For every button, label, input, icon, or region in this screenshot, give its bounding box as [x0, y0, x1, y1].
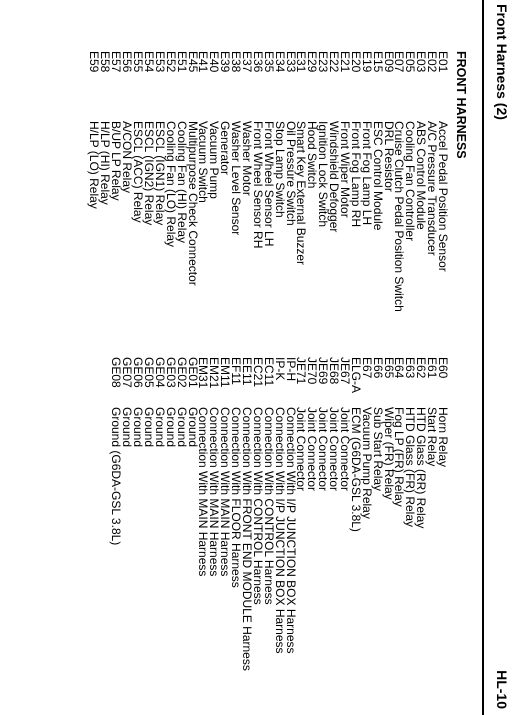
connector-code: E66 [370, 357, 385, 379]
connector-name: Washer Motor [239, 121, 254, 196]
connector-name: Front Wiper Motor [337, 121, 352, 218]
connector-name: Joint Connector [337, 407, 352, 492]
connector-code: GE07 [120, 357, 135, 388]
connector-row [154, 357, 165, 671]
connector-code: IP-H [283, 357, 298, 381]
connector-name: A/C Pressure Transducer [425, 121, 440, 256]
connector-name: Front Fog Lamp RH [348, 121, 363, 228]
connector-code: E23 [316, 51, 331, 73]
connector-code: E38 [229, 51, 244, 73]
connector-row [198, 357, 209, 671]
connector-name: ECM (G6DA-GSL 3.8L) [348, 407, 363, 532]
connector-code: E01 [436, 51, 450, 73]
connector-code: E51 [174, 51, 189, 73]
connector-name: Ground [174, 407, 189, 448]
connector-name: ESCL (IGN1) Relay [152, 121, 167, 226]
connector-code: E67 [359, 357, 374, 379]
connector-code: EC21 [250, 357, 265, 388]
connector-name: Ignition Lock Switch [316, 121, 331, 228]
connector-name: Front Wheel Sensor RH [250, 121, 265, 249]
connector-name: ESCL (IGN2) Relay [141, 121, 156, 226]
connector-code: E53 [152, 51, 167, 73]
connector-code: E56 [120, 51, 135, 73]
connector-name: Front Wheel Sensor LH [261, 121, 276, 247]
connector-code: E20 [348, 51, 363, 73]
connector-row [350, 357, 361, 671]
connector-code: EM21 [207, 357, 222, 389]
connector-name: Joint Connector [305, 407, 320, 492]
connector-name: ESCL (ACC) Relay [131, 121, 146, 223]
connector-code: E40 [207, 51, 222, 73]
connector-name: Connection With FLOOR Harness [229, 407, 244, 588]
connector-row [165, 357, 176, 671]
connector-code: E41 [196, 51, 211, 73]
connector-name: Smart Key External Buzzer [294, 121, 309, 266]
connector-code: E36 [250, 51, 265, 73]
connector-row [316, 357, 331, 671]
connector-row [131, 357, 146, 671]
connector-name: Ground [185, 407, 200, 448]
connector-name: ABS Control Module [414, 121, 429, 230]
connector-code: E65 [381, 357, 396, 379]
connector-name: Vacuum Switch [196, 121, 211, 203]
section-title: FRONT HARNESS [454, 51, 468, 159]
connector-name: H/LP (LO) Relay [87, 121, 102, 209]
connector-code: E15 [370, 51, 385, 73]
connector-name: Joint Connector [316, 407, 331, 492]
connector-name: Cruise Clutch Pedal Position Switch [392, 121, 407, 312]
connector-name: Ground [163, 407, 178, 448]
connector-name: Start Relay [425, 407, 440, 467]
connector-name: Wiper (FR) Relay [381, 407, 396, 500]
connector-code: E60 [436, 357, 450, 379]
connector-code: E31 [294, 51, 309, 73]
connector-name: Vacuum Pump [207, 121, 222, 199]
connector-name: Ground [131, 407, 146, 448]
connector-row [143, 357, 154, 671]
connector-list-left [89, 51, 448, 312]
connector-code: EM31 [196, 357, 211, 389]
connector-name: DRL Resistor [381, 121, 396, 192]
connector-code: E37 [239, 51, 254, 73]
connector-code: E45 [185, 51, 200, 73]
connector-code: ELG-A [348, 357, 363, 394]
connector-list-right [110, 357, 448, 671]
connector-name: Connection With MAIN Harness [196, 407, 211, 577]
connector-code: GE02 [174, 357, 189, 388]
connector-code: EC11 [261, 357, 276, 387]
connector-code: JE71 [294, 357, 309, 385]
connector-code: EE11 [239, 357, 254, 386]
connector-code: E35 [261, 51, 276, 73]
connector-name: Front Fog Lamp LH [359, 121, 374, 226]
connector-code: GE08 [109, 357, 124, 388]
connector-code: E62 [414, 357, 429, 379]
connector-name: Connection With FRONT END MODULE Harness [239, 407, 254, 671]
connector-code: E21 [337, 51, 352, 73]
connector-code: E54 [141, 51, 156, 73]
connector-code: EF11 [229, 357, 244, 385]
connector-name: Ground (G6DA-GSL 3.8L) [109, 407, 124, 546]
connector-row [176, 357, 187, 671]
page-code: HL-10 [494, 670, 510, 709]
connector-row [383, 357, 394, 671]
connector-code: EM11 [218, 357, 233, 388]
connector-name: Connection With CONTROL Harness [261, 407, 276, 605]
connector-code: E33 [283, 51, 298, 73]
connector-name: B/UP LP Relay [109, 121, 124, 201]
connector-name: Hood Switch [305, 121, 320, 189]
connector-row [305, 357, 320, 671]
connector-code: E55 [131, 51, 146, 73]
connector-code: E05 [403, 51, 418, 73]
connector-code: E34 [272, 51, 287, 73]
connector-name: Stop Lamp Switch [272, 121, 287, 218]
connector-name: Joint Connector [327, 407, 342, 492]
connector-code: E61 [425, 357, 440, 379]
connector-name: A/CON Relay [120, 121, 135, 194]
connector-name: Ground [120, 407, 135, 448]
connector-row [89, 51, 100, 312]
connector-code: E63 [403, 357, 418, 379]
page-title: Front Harness (2) [494, 4, 510, 120]
connector-code: GE06 [131, 357, 146, 388]
connector-name: Joint Connector [294, 407, 309, 492]
connector-code: JE67 [337, 357, 352, 385]
connector-code: E02 [425, 51, 440, 73]
connector-name: Generator [218, 121, 233, 176]
connector-code: E59 [87, 51, 102, 73]
connector-name: Ground [141, 407, 156, 448]
connector-code: E52 [163, 51, 178, 73]
connector-row [437, 357, 448, 671]
connector-name: Horn Relay [436, 407, 450, 468]
connector-name: Cooling Fan Controller [403, 121, 418, 242]
connector-code: JE70 [305, 357, 320, 385]
connector-name: Vacuum Pump Relay [359, 407, 374, 519]
connector-name: Sub Start Relay [370, 407, 385, 492]
connector-name: HTD Glass (FR) Relay [403, 407, 418, 528]
connector-name: ESC Control Module [370, 121, 385, 231]
connector-name: Connection With I/P JUNCTION BOX Harness [272, 407, 287, 654]
connector-code: E03 [414, 51, 429, 73]
connector-code: E09 [381, 51, 396, 73]
connector-row [229, 51, 244, 312]
connector-name: Washer Level Sensor [229, 121, 244, 236]
connector-name: Accel Pedal Position Sensor [436, 121, 450, 272]
connector-code: GE01 [185, 357, 200, 388]
connector-row [403, 357, 418, 671]
connector-code: E39 [218, 51, 233, 73]
connector-name: HTD Glass (RR) Relay [414, 407, 429, 529]
connector-name: Cooling Fan (HI) Relay [174, 121, 189, 244]
connector-name: Fog LP (FR) Relay [392, 407, 407, 507]
connector-code: E58 [98, 51, 113, 73]
connector-code: GE04 [152, 357, 167, 388]
connector-code: JE68 [327, 357, 342, 385]
header-rule [482, 0, 484, 715]
connector-row [109, 357, 124, 671]
connector-name: Connection With I/P JUNCTION BOX Harness [283, 407, 298, 654]
connector-name: Windshield Defogger [327, 121, 342, 233]
connector-name: Connection With MAIN Harness [207, 407, 222, 577]
connector-row [327, 357, 342, 671]
connector-code: E29 [305, 51, 320, 73]
connector-code: GE05 [141, 357, 156, 388]
connector-code: IP-K [272, 357, 287, 381]
connector-name: Oil Pressure Switch [283, 121, 298, 226]
connector-code: E07 [392, 51, 407, 73]
connector-code: E64 [392, 357, 407, 379]
connector-name: Ground [152, 407, 167, 448]
connector-code: E19 [359, 51, 374, 73]
connector-name: Multipurpose Check Connector [185, 121, 200, 286]
connector-code: E57 [109, 51, 124, 73]
connector-code: GE03 [163, 357, 178, 388]
connector-code: JE69 [316, 357, 331, 385]
connector-name: Cooling Fan (LO) Relay [163, 121, 178, 248]
connector-name: H/LP (HI) Relay [98, 121, 113, 205]
connector-code: E22 [327, 51, 342, 73]
connector-name: Connection With CONTROL Harness [250, 407, 265, 605]
connector-name: Connection With MAIN Harness [218, 407, 233, 577]
